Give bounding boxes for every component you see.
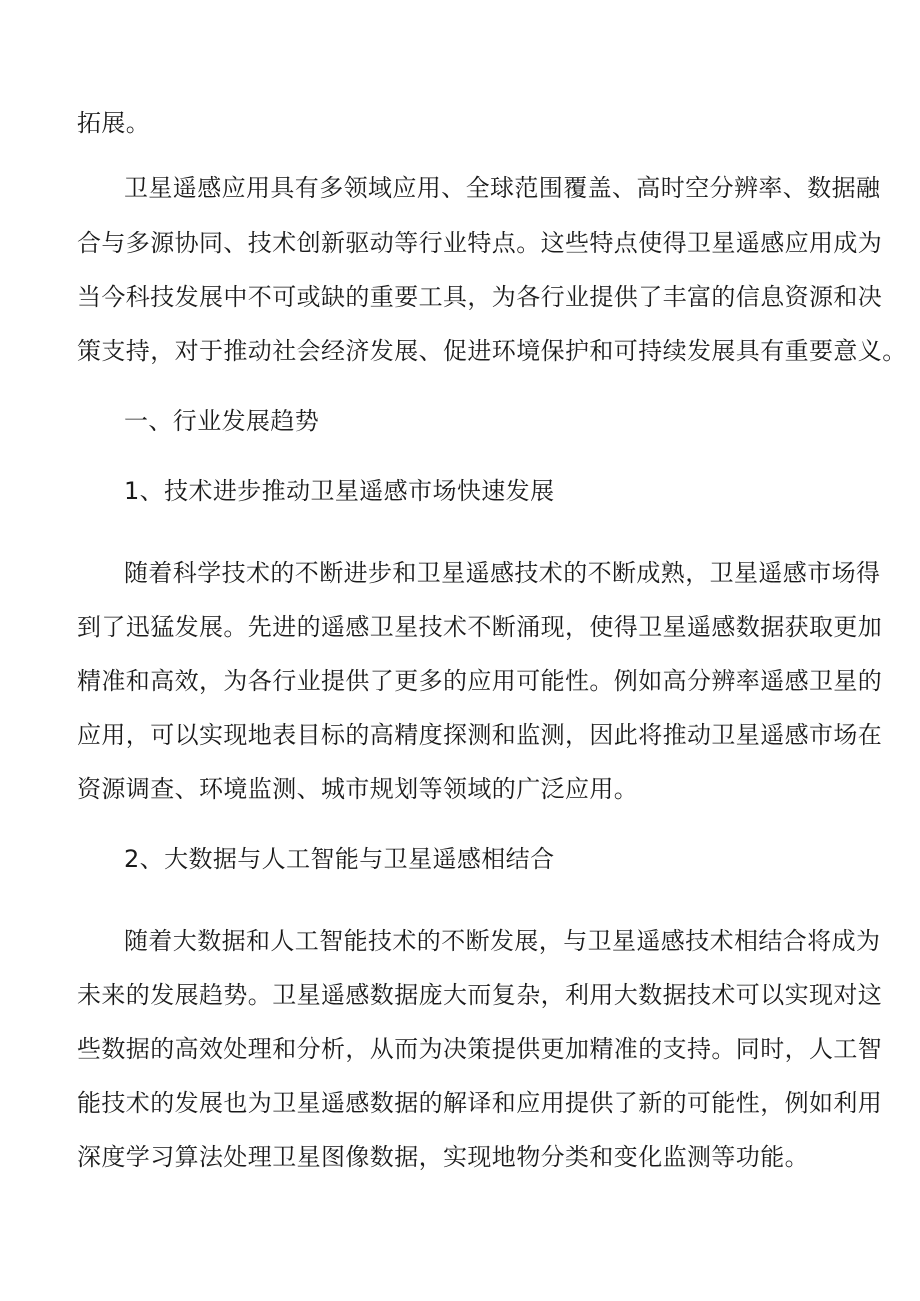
paragraph-2-line-3: 精准和高效，为各行业提供了更多的应用可能性。例如高分辨率遥感卫星的: [77, 667, 883, 695]
subsection-heading-2: 2、大数据与人工智能与卫星遥感相结合: [124, 845, 555, 873]
paragraph-2-line-5: 资源调查、环境监测、城市规划等领域的广泛应用。: [77, 775, 639, 803]
paragraph-2-line-4: 应用，可以实现地表目标的高精度探测和监测，因此将推动卫星遥感市场在: [77, 721, 883, 749]
paragraph-3-line-3: 些数据的高效处理和分析，从而为决策提供更加精准的支持。同时，人工智: [77, 1035, 883, 1063]
paragraph-1-line-2: 合与多源协同、技术创新驱动等行业特点。这些特点使得卫星遥感应用成为: [77, 229, 883, 257]
paragraph-3-line-5: 深度学习算法处理卫星图像数据，实现地物分类和变化监测等功能。: [77, 1143, 809, 1171]
paragraph-2-line-2: 到了迅猛发展。先进的遥感卫星技术不断涌现，使得卫星遥感数据获取更加: [77, 613, 883, 641]
section-heading: 一、行业发展趋势: [124, 407, 320, 435]
paragraph-2-line-1: 随着科学技术的不断进步和卫星遥感技术的不断成熟，卫星遥感市场得: [124, 559, 881, 587]
paragraph-3-line-4: 能技术的发展也为卫星遥感数据的解译和应用提供了新的可能性，例如利用: [77, 1089, 883, 1117]
paragraph-3-line-2: 未来的发展趋势。卫星遥感数据庞大而复杂，利用大数据技术可以实现对这: [77, 981, 883, 1009]
paragraph-1-line-3: 当今科技发展中不可或缺的重要工具，为各行业提供了丰富的信息资源和决: [77, 283, 883, 311]
paragraph-3-line-1: 随着大数据和人工智能技术的不断发展，与卫星遥感技术相结合将成为: [124, 927, 881, 955]
paragraph-1-line-1: 卫星遥感应用具有多领域应用、全球范围覆盖、高时空分辨率、数据融: [124, 174, 881, 202]
subsection-heading-1: 1、技术进步推动卫星遥感市场快速发展: [124, 477, 555, 505]
paragraph-1-line-4: 策支持，对于推动社会经济发展、促进环境保护和可持续发展具有重要意义。: [77, 337, 907, 365]
paragraph-continuation-line: 拓展。: [77, 109, 151, 137]
